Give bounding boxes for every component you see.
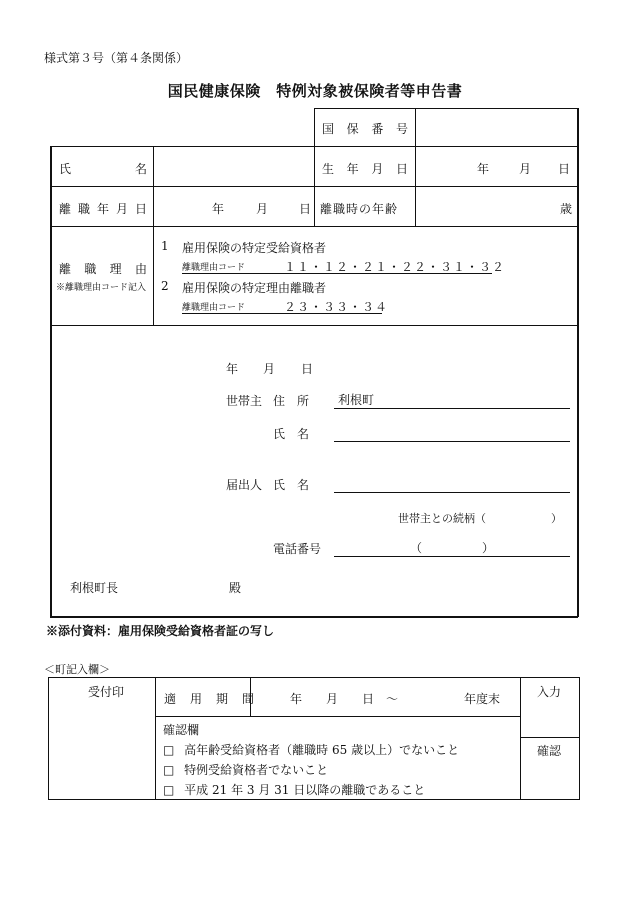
retire-day-unit: 日: [299, 202, 312, 216]
honorific: 殿: [229, 581, 242, 595]
decl-year-unit: 年: [226, 362, 239, 376]
reason-1-code-line[interactable]: [182, 259, 506, 274]
reason-1-codes: １１・１２・２１・２２・３１・３２: [284, 260, 506, 274]
address-label: 住 所: [273, 394, 310, 408]
relation-field[interactable]: [494, 506, 546, 524]
applicant-name-label: 氏 名: [273, 478, 310, 492]
period-month-unit: 月: [326, 692, 339, 706]
reason-1-number: 1: [161, 239, 169, 253]
insurance-number-label: 国 保 番 号: [322, 122, 408, 136]
check-item[interactable]: [163, 741, 459, 758]
retire-age-field[interactable]: [417, 188, 575, 224]
insurance-number-field[interactable]: [417, 110, 575, 144]
retire-year-unit: 年: [212, 202, 225, 216]
period-label: 適 用 期 間: [164, 692, 256, 706]
reason-1-code-label: 離職理由コード: [182, 263, 246, 273]
dob-field[interactable]: [417, 148, 575, 184]
check-item-label: 高年齢受給資格者（離職時 65 歳以上）でないこと: [184, 743, 460, 757]
period-day-unit: 日 ～: [362, 692, 399, 706]
checkbox-icon[interactable]: □: [163, 783, 175, 797]
period-year-unit: 年: [290, 692, 303, 706]
name-field[interactable]: [155, 148, 312, 184]
retire-date-label: 離 職 年 月 日: [59, 202, 147, 216]
decl-month-unit: 月: [263, 362, 276, 376]
retire-month-unit: 月: [256, 202, 269, 216]
checkbox-icon[interactable]: □: [163, 763, 175, 777]
householder-name-field[interactable]: [334, 423, 570, 442]
phone-field[interactable]: [334, 538, 570, 557]
applicant-label: 届出人: [226, 478, 263, 492]
relation-label: 世帯主との続柄（: [398, 512, 486, 525]
period-field[interactable]: [252, 679, 518, 715]
form-number: 様式第３号（第４条関係）: [44, 51, 189, 65]
phone-close: ）: [482, 541, 495, 555]
checkbox-icon[interactable]: □: [163, 743, 175, 757]
reason-2-codes: ２３・３３・３４: [284, 300, 389, 314]
check-item-label: 平成 21 年 3 月 31 日以降の離職であること: [184, 783, 426, 797]
dob-label: 生 年 月 日: [322, 162, 408, 176]
reason-2-number: 2: [161, 279, 169, 293]
retire-date-field[interactable]: [155, 188, 312, 224]
relation-close: ）: [551, 512, 562, 525]
phone-label: 電話番号: [273, 542, 322, 556]
address-value: 利根町: [338, 393, 375, 407]
dob-month-unit: 月: [519, 162, 532, 176]
stamp-area[interactable]: [50, 700, 153, 797]
reason-1-title: 雇用保険の特定受給資格者: [182, 241, 327, 255]
reason-2-code-line[interactable]: [182, 299, 389, 314]
reason-label: 離 職 理 由: [59, 262, 147, 276]
office-section-label: ＜町記入欄＞: [44, 663, 110, 676]
check-item[interactable]: [163, 781, 425, 798]
confirm-label: 確認: [537, 744, 562, 758]
applicant-name-field[interactable]: [334, 474, 570, 493]
retire-age-label: 離職時の年齢: [320, 202, 399, 216]
dob-year-unit: 年: [477, 162, 490, 176]
householder-name-label: 氏 名: [273, 427, 310, 441]
reason-2-title: 雇用保険の特定理由離職者: [182, 281, 327, 295]
page-title: 国民健康保険 特例対象被保険者等申告書: [167, 82, 463, 100]
retire-age-unit: 歳: [560, 202, 573, 216]
input-label: 入力: [537, 685, 562, 699]
confirm-title: 確認欄: [163, 723, 200, 737]
phone-open: （: [410, 541, 423, 555]
name-label: 氏 名: [59, 162, 147, 176]
attachment-note: ※添付資料：雇用保険受給資格者証の写し: [46, 624, 275, 638]
mayor-label: 利根町長: [70, 581, 119, 595]
reason-note: ※離職理由コード記入: [56, 283, 147, 293]
reason-2-code-label: 離職理由コード: [182, 303, 246, 313]
stamp-label: 受付印: [88, 685, 125, 699]
decl-day-unit: 日: [301, 362, 314, 376]
period-end: 年度末: [464, 692, 501, 706]
check-item-label: 特例受給資格者でないこと: [184, 763, 329, 777]
check-item[interactable]: [163, 761, 328, 778]
dob-day-unit: 日: [558, 162, 571, 176]
address-field[interactable]: [334, 390, 570, 409]
householder-label: 世帯主: [226, 394, 263, 408]
